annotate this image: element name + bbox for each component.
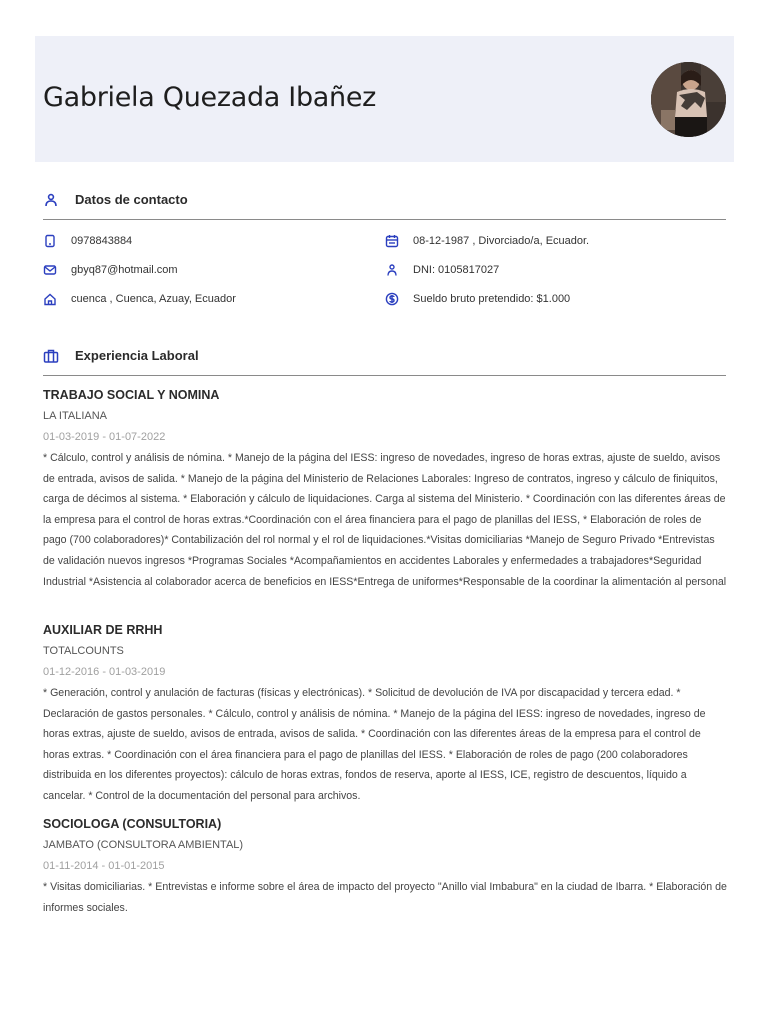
home-icon (43, 292, 57, 306)
briefcase-icon (43, 348, 59, 364)
mail-icon (43, 263, 57, 277)
email-text: gbyq87@hotmail.com (71, 264, 178, 276)
job-company: LA ITALIANA (43, 410, 107, 422)
job-description: * Generación, control y anulación de facturas (físicas y electrónicas). * Solicitud de devolución de IVA por discapacidad y tercera edad. * Declaración de gastos personales. * Cálculo, control y análisis de nómina. * Manejo de la página del IESS: ingreso de novedades, ingreso de horas extras, ajuste de sueldo, avisos de entrada, avisos de salida. * Coordinación con las diferentes áreas de la empresa para el control de horas extras. * Coordinación con el área financiera para el pago de planillas del IESS. * Elaboración de roles de pago (200 colaboradores distribuida en los diferentes proyectos): cálculo de horas extras, fondos de reserva, aporte al IESS, ICE, registro de descuentos, líquido a cancelar. * Control de la documentación del personal para archivos. (43, 687, 706, 802)
contact-section-title: Datos de contacto (75, 192, 188, 207)
experience-section-title: Experiencia Laboral (75, 348, 199, 363)
job-title: AUXILIAR DE RRHH (43, 623, 163, 637)
job-entry (43, 621, 727, 807)
job-title: TRABAJO SOCIAL Y NOMINA (43, 388, 220, 402)
job-description: * Visitas domiciliarias. * Entrevistas e informe sobre el área de impacto del proyecto "Anillo vial Imbabura" en la ciudad de Ibarra. * Elaboración de informes sociales. (43, 881, 727, 914)
job-title: SOCIOLOGA (CONSULTORIA) (43, 817, 222, 831)
job-dates: 01-11-2014 - 01-01-2015 (43, 860, 165, 872)
person-icon (43, 192, 59, 208)
phone-text: 0978843884 (71, 235, 133, 247)
person-icon (385, 263, 399, 277)
dni-text: DNI: 0105817027 (413, 264, 500, 276)
cv-header (35, 36, 734, 162)
job-company: TOTALCOUNTS (43, 645, 124, 657)
job-dates: 01-03-2019 - 01-07-2022 (43, 431, 166, 443)
contact-section-header (43, 190, 726, 220)
experience-section-header (43, 346, 726, 376)
avatar (651, 62, 726, 137)
candidate-name: Gabriela Quezada Ibañez (43, 82, 377, 113)
salary-text: Sueldo bruto pretendido: $1.000 (413, 293, 571, 305)
calendar-icon (385, 234, 399, 248)
job-dates: 01-12-2016 - 01-03-2019 (43, 666, 166, 678)
phone-icon (43, 234, 57, 248)
job-company: JAMBATO (CONSULTORA AMBIENTAL) (43, 839, 244, 851)
job-entry (43, 815, 727, 918)
address-text: cuenca , Cuenca, Azuay, Ecuador (71, 293, 236, 305)
dollar-icon (385, 292, 399, 306)
job-description: * Cálculo, control y análisis de nómina. * Manejo de la página del IESS: ingreso de novedades, ingreso de horas extras, ajuste de sueldo, avisos de entrada, avisos de salida. * Manejo de la página del Ministerio de Relaciones Laborales: Ingreso de contratos, ingreso y cálculo de finiquitos, carga de décimos al sistema. * Elaboración y cálculo de liquidaciones. Carga al sistema del Ministerio. * Coordinación con las diferentes áreas de la empresa para el control de horas extras.*Coordinación con el área financiera para el pago de planillas del IESS, * Elaboración de roles de pago (700 colaboradores)* Contabilización del rol normal y el rol de liquidaciones.*Visitas domiciliarias *Manejo de Seguro Privado *Entrevistas de validación nuevos ingresos *Programas Sociales *Acompañamientos en accidentes Laborales y enfermedades a trabajadores*Seguridad Industrial *Asistencia al colaborador acerca de beneficios en IESS*Entrega de uniformes*Responsable de la coordinar la alimentación al personal (43, 452, 727, 588)
job-entry (43, 386, 727, 592)
birth-status-text: 08-12-1987 , Divorciado/a, Ecuador. (413, 235, 590, 247)
